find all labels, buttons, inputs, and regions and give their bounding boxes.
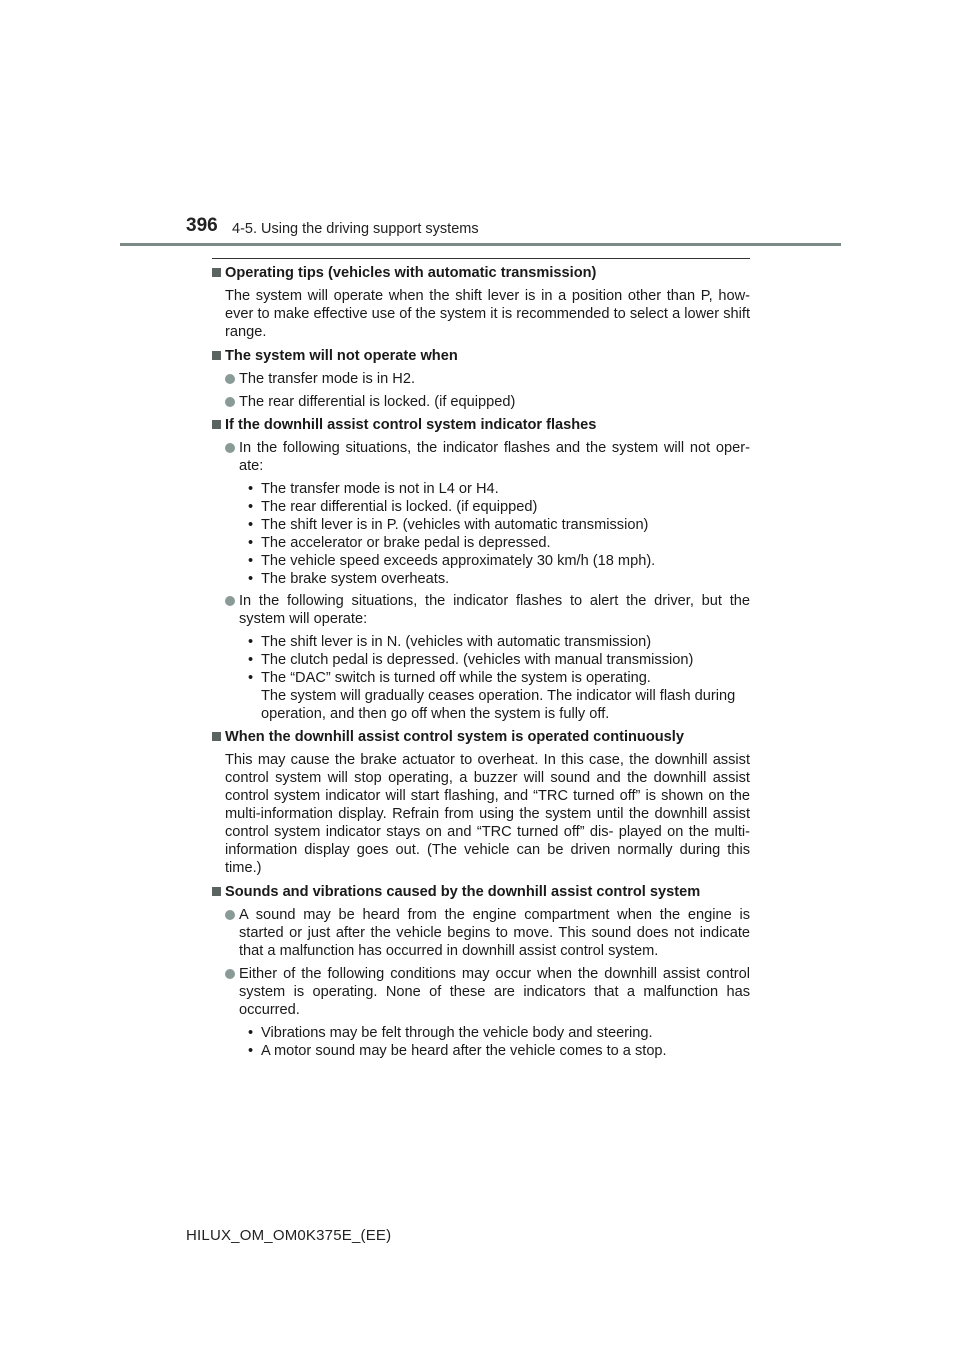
circle-bullet-icon [225,374,235,384]
dot-bullet-icon: • [248,535,254,551]
topic-will-not-operate [212,347,750,411]
sub-item-text: The vehicle speed exceeds approximately 30 km/h (18 mph). [261,553,656,569]
list-item-text: In the following situations, the indicator flashes to alert the driver, but the system will operate: [239,593,750,627]
list-item [212,439,750,475]
square-bullet-icon [212,420,221,429]
list-item [212,592,750,628]
dot-bullet-icon: • [248,670,254,686]
sub-list [212,633,750,723]
sub-list [212,1024,750,1060]
sub-list-item [239,1024,750,1042]
sub-item-text: The rear differential is locked. (if equipped) [261,499,538,515]
dot-bullet-icon: • [248,499,254,515]
list-item [212,393,750,411]
heading-text: Operating tips (vehicles with automatic transmission) [225,265,597,281]
sub-item-text: The clutch pedal is depressed. (vehicles with manual transmission) [261,652,694,668]
topic-sounds-vibrations [212,883,750,1060]
sub-list-item [239,480,750,498]
list-item-text: In the following situations, the indicator flashes and the system will not oper- ate: [239,440,750,474]
list-item [212,965,750,1019]
sub-list-item [239,669,750,723]
sub-item-text: The shift lever is in P. (vehicles with automatic transmission) [261,517,649,533]
topic-heading [212,264,750,282]
topic-operating-tips [212,264,750,341]
sub-item-text: The accelerator or brake pedal is depressed. [261,535,551,551]
sub-list-item [239,498,750,516]
sub-item-text: The system will gradually ceases operation. The indicator will flash during [261,688,736,704]
circle-bullet-icon [225,596,235,606]
page-number: 396 [186,215,218,236]
sub-list [212,480,750,588]
sub-list-item [239,552,750,570]
sub-item-text: A motor sound may be heard after the vehicle comes to a stop. [261,1043,667,1059]
sub-item-text: The shift lever is in N. (vehicles with automatic transmission) [261,634,652,650]
heading-text: Sounds and vibrations caused by the downhill assist control system [225,884,701,900]
header-divider [120,243,841,246]
dot-bullet-icon: • [248,1025,254,1041]
sub-list-item [239,1042,750,1060]
list-item [212,370,750,388]
sub-item-text: operation, and then go off when the system is fully off. [261,706,610,722]
topic-indicator-flashes [212,416,750,723]
dot-bullet-icon: • [248,571,254,587]
dot-bullet-icon: • [248,553,254,569]
page-header [0,0,960,250]
sub-item-text: The transfer mode is not in L4 or H4. [261,481,499,497]
heading-text: The system will not operate when [225,348,458,364]
sub-list-item [239,651,750,669]
topic-heading [212,416,750,434]
sub-list-item [239,516,750,534]
square-bullet-icon [212,887,221,896]
sub-list-item [239,570,750,588]
circle-bullet-icon [225,910,235,920]
section-title: 4-5. Using the driving support systems [232,221,479,237]
sub-list-item [239,534,750,552]
heading-text: When the downhill assist control system is operated continuously [225,729,684,745]
sub-item-text: The brake system overheats. [261,571,450,587]
square-bullet-icon [212,268,221,277]
dot-bullet-icon: • [248,1043,254,1059]
sub-item-text: The “DAC” switch is turned off while the system is operating. [261,670,651,686]
square-bullet-icon [212,732,221,741]
document-code: HILUX_OM_OM0K375E_(EE) [186,1227,392,1244]
list-item-text: A sound may be heard from the engine compartment when the engine is started or just after the vehicle begins to move. This sound does not indicate that a malfunction has occurred in downhill assist control system. [239,907,750,959]
topic-operated-continuously [212,728,750,877]
circle-bullet-icon [225,397,235,407]
topic-paragraph: The system will operate when the shift lever is in a position other than P, how- ever to make effective use of the system it is recommended to select a lower shift range. [225,288,750,340]
list-item-text: Either of the following conditions may occur when the downhill assist control system is operating. None of these are indicators that a malfunction has occurred. [239,966,750,1018]
dot-bullet-icon: • [248,517,254,533]
dot-bullet-icon: • [248,634,254,650]
circle-bullet-icon [225,443,235,453]
manual-content [212,258,750,1064]
topic-heading [212,883,750,901]
dot-bullet-icon: • [248,481,254,497]
sub-list-item [239,633,750,651]
list-item-text: The transfer mode is in H2. [239,371,416,387]
circle-bullet-icon [225,969,235,979]
topic-heading [212,728,750,746]
list-item [212,906,750,960]
heading-text: If the downhill assist control system indicator flashes [225,417,597,433]
square-bullet-icon [212,351,221,360]
topic-paragraph: This may cause the brake actuator to overheat. In this case, the downhill assist control system will stop operating, a buzzer will sound and the downhill assist control system indicator will start flashing, and “TRC turned off” is shown on the multi-information display. Refrain from using the system until the downhill assist control system indicator stays on and “TRC turned off” dis- played on the multi-information display goes out. (The vehicle can be driven normally during this time.) [225,752,750,876]
dot-bullet-icon: • [248,652,254,668]
topic-heading [212,347,750,365]
sub-item-text: Vibrations may be felt through the vehicle body and steering. [261,1025,653,1041]
list-item-text: The rear differential is locked. (if equipped) [239,394,516,410]
